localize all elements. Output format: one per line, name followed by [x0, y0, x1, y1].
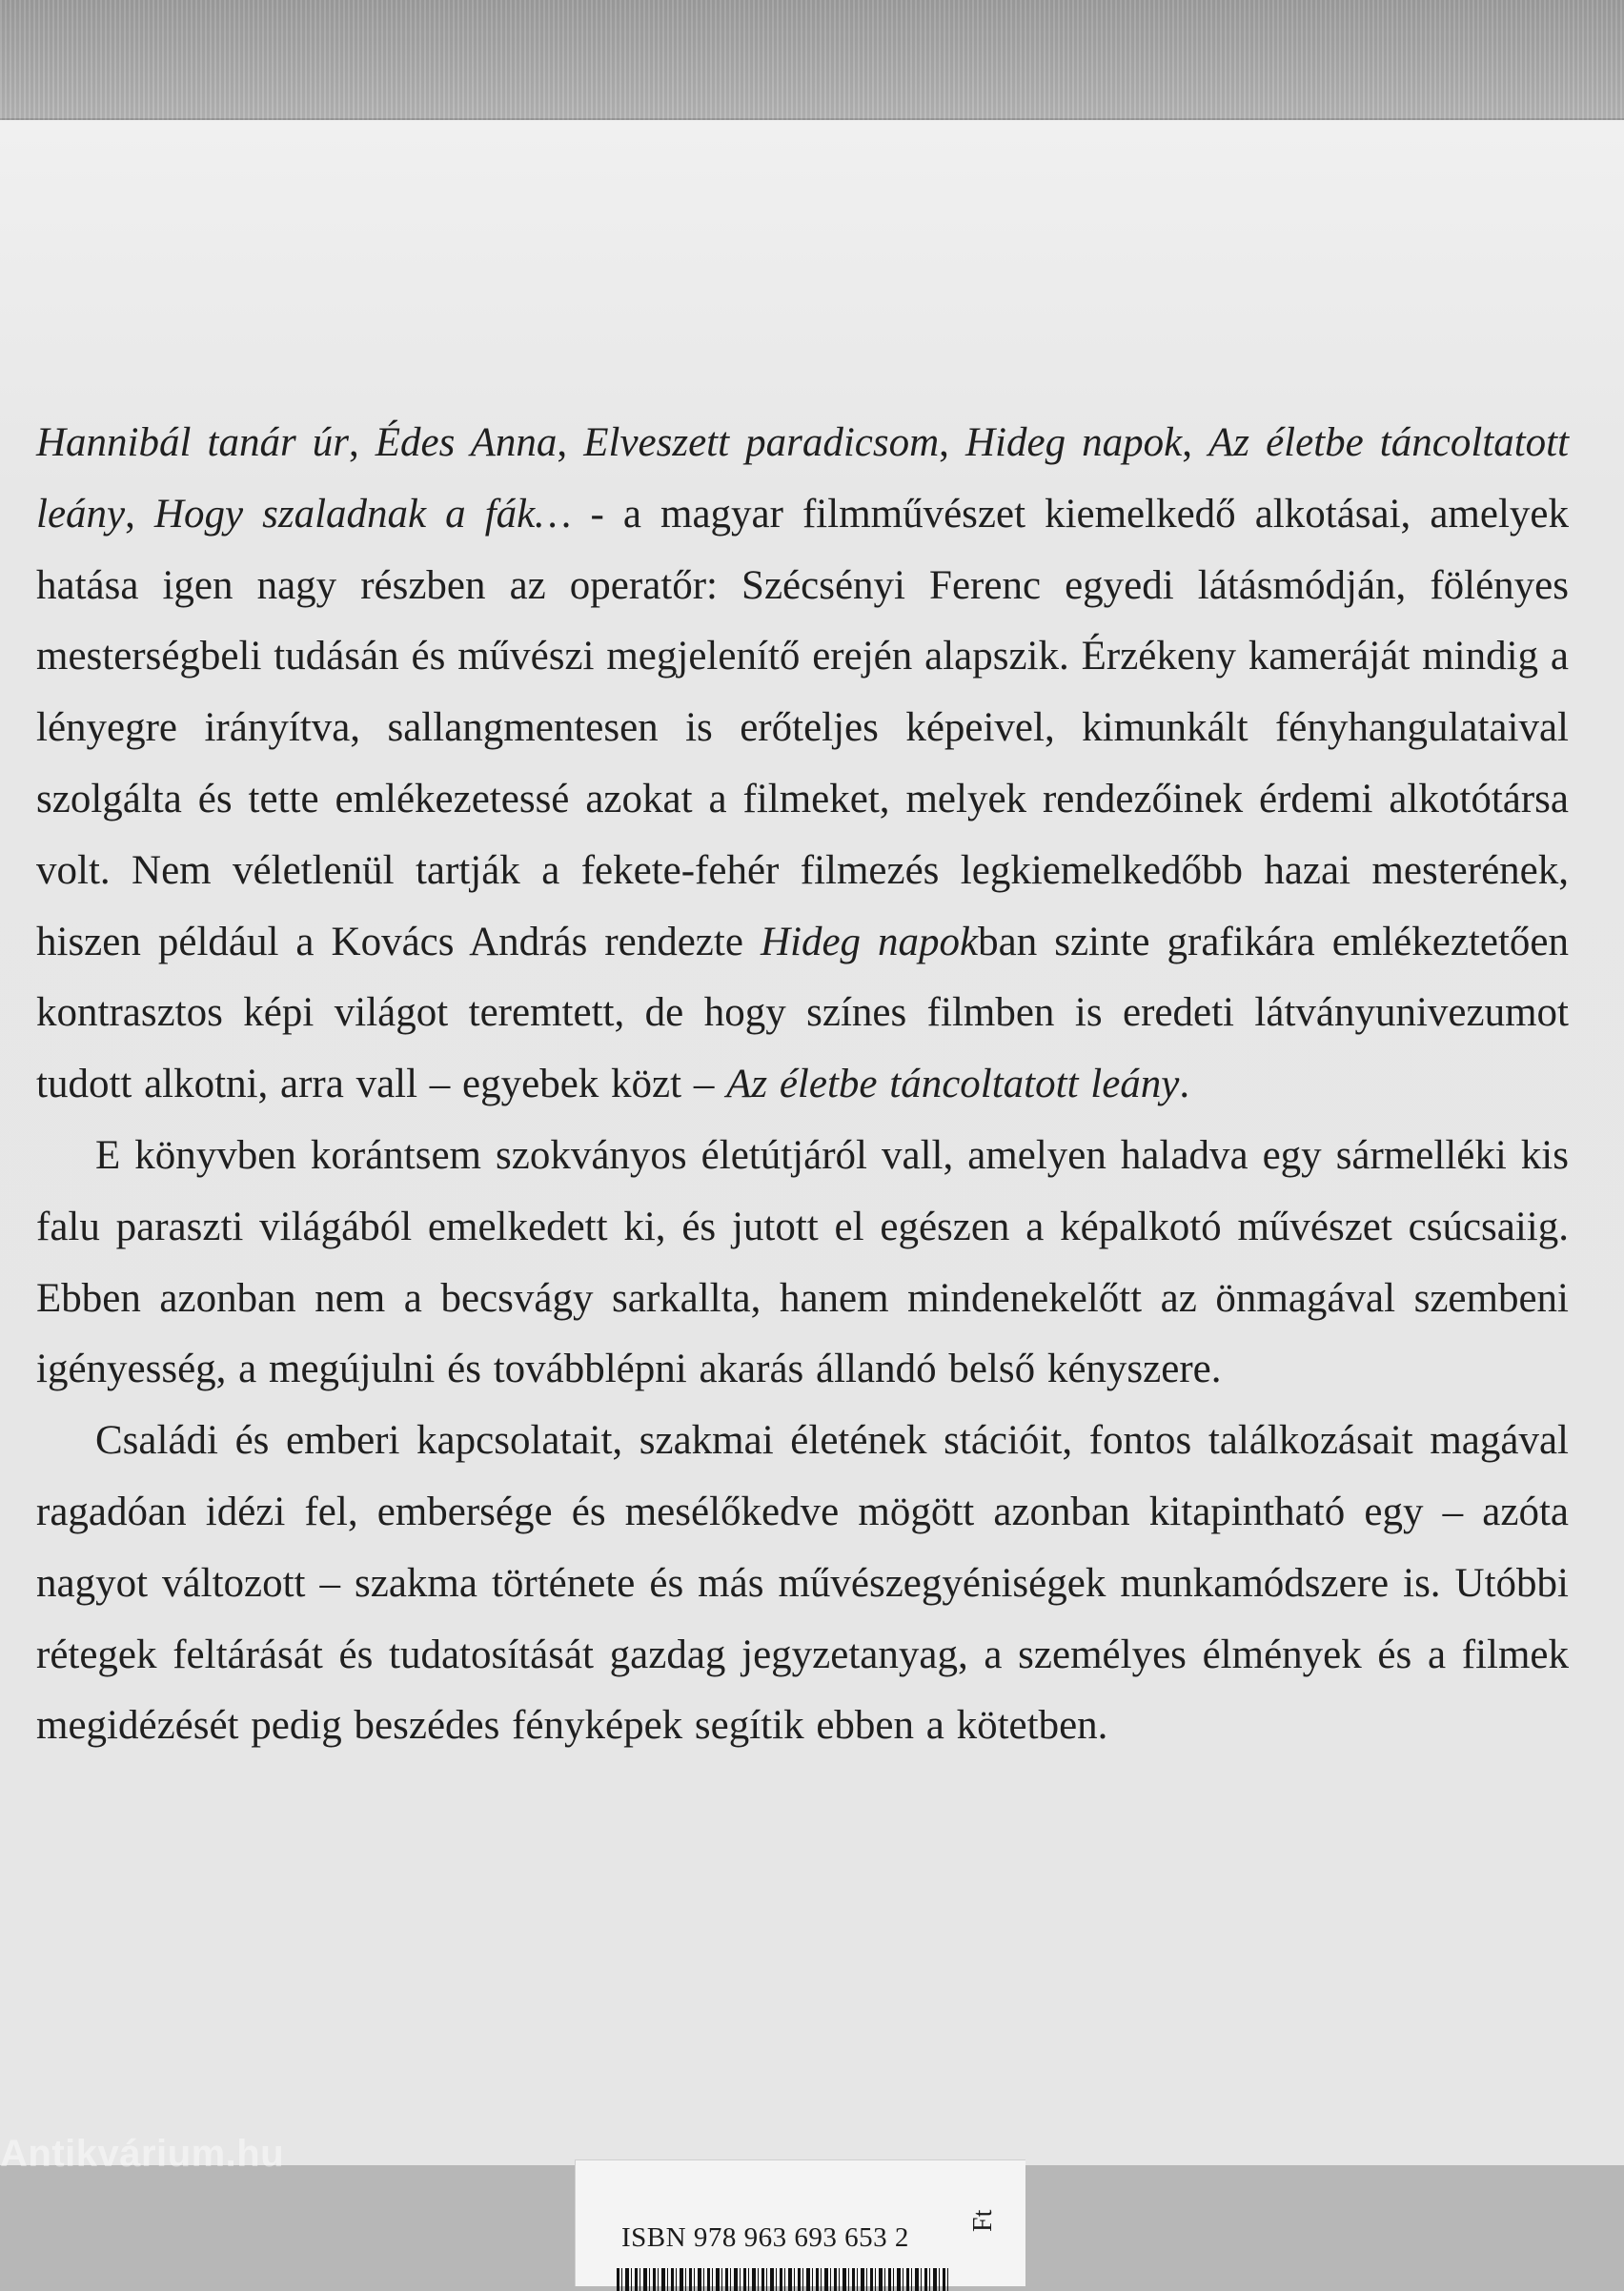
film-title: Az életbe táncoltatott leány: [726, 1062, 1180, 1107]
separator: ,: [125, 491, 154, 537]
price-unit: Ft: [968, 2209, 998, 2232]
blurb-text: [36, 408, 1569, 1762]
isbn-barcode-label: [575, 2159, 1025, 2286]
blurb-paragraph-2: E könyvben korántsem szokványos életútjáról vall, amelyen haladva egy sármelléki kis falu paraszti világából emelkedett ki, és jutott el egészen a képalkotó művészet csúcsaiig. Ebben azonban nem a becsvágy sarkallta, hanem mindenekelőtt az önmagával szembeni igényesség, a megújulni és továbblépni akarás állandó belső kényszere.: [36, 1132, 1569, 1392]
film-title: Hannibál tanár úr: [36, 420, 349, 465]
book-back-cover: [0, 120, 1624, 2253]
background-surface: [0, 0, 1624, 126]
separator: ,: [939, 420, 965, 465]
body-text: ban szinte grafikára emlékeztetően kontrasztos képi világot teremtett, de hogy színes filmben is eredeti látványunivezumot tudott alkotni, arra vall – egyebek közt –: [36, 919, 1569, 1107]
film-title: Hideg napok: [964, 420, 1183, 465]
body-text: - a magyar filmművészet kiemelkedő alkotásai, amelyek hatása igen nagy részben az operatőr: Szécsényi Ferenc egyedi látásmódján, fölényes mesterségbeli tudásán és művészi megjelenítő erején alapszik. Érzékeny kameráját mindig a lényegre irányítva, sallangmentesen is erőteljes képeivel, kimunkált fényhangulataival szolgálta és tette emlékezetessé azokat a filmeket, melyek rendezőinek érdemi alkotótársa volt. Nem véletlenül tartják a fekete-fehér filmezés legkiemelkedőbb hazai mesterének, hiszen például a Kovács András rendezte: [36, 491, 1569, 964]
film-title: Hideg napok: [760, 919, 979, 964]
film-title: Az életbe táncoltatott leány: [36, 420, 1570, 537]
blurb-paragraph-3: Családi és emberi kapcsolatait, szakmai életének stációit, fontos találkozásait magával ragadóan idézi fel, embersége és mesélőkedve mögött azonban kitapintható egy – azóta nagyot változott – szakma története és más művészegyéniségek munkamódszere is. Utóbbi rétegek feltárását és tudatosítását gazdag jegyzetanyag, a személyes élmények és a filmek megidézését pedig beszédes fényképek segítik ebben a kötetben.: [36, 1418, 1569, 1749]
body-text: .: [1179, 1062, 1190, 1107]
film-title: Elveszett paradicsom: [583, 420, 940, 465]
separator: ,: [557, 420, 584, 465]
film-title: Hogy szaladnak a fák…: [153, 491, 572, 537]
isbn-number: ISBN 978 963 693 653 2: [621, 2222, 909, 2253]
film-title: Édes Anna: [375, 420, 558, 465]
watermark: Antikvárium.hu: [0, 2133, 285, 2175]
blurb-paragraph-1: [36, 408, 1569, 1121]
separator: ,: [1182, 420, 1209, 465]
barcode-icon: [617, 2268, 950, 2291]
separator: ,: [348, 420, 376, 465]
